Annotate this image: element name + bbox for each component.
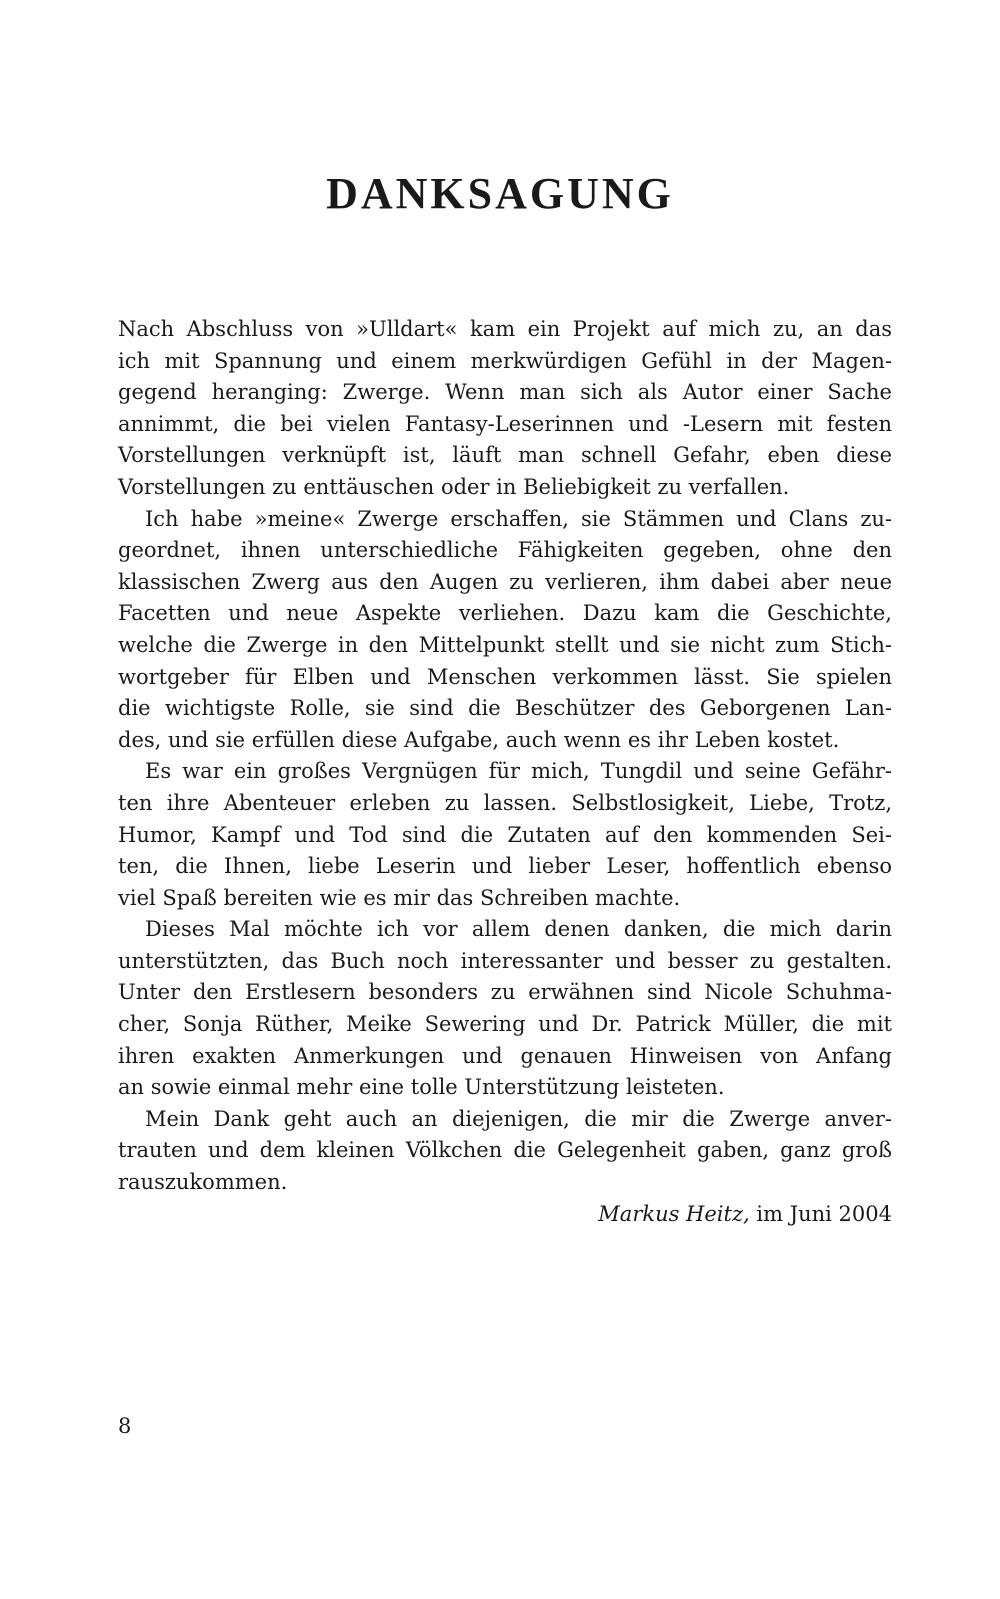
text-line: Mein Dank geht auch an diejenigen, die mir die Zwerge anver- — [145, 1106, 892, 1131]
text-line: Vorstellungen verknüpft ist, läuft man schnell Gefahr, eben diese — [118, 443, 892, 468]
text-line: ten ihre Abenteuer erleben zu lassen. Selbstlosigkeit, Liebe, Trotz, — [118, 790, 892, 815]
text-line: Nach Abschluss von »Ulldart« kam ein Projekt auf mich zu, an das — [118, 317, 892, 341]
text-line: trauten und dem kleinen Völkchen die Gelegenheit gaben, ganz groß — [118, 1138, 892, 1163]
text-line: wortgeber für Elben und Menschen verkommen lässt. Sie spielen — [118, 664, 892, 689]
text-line: rauszukommen. — [118, 1170, 288, 1195]
text-line: ich mit Spannung und einem merkwürdigen Gefühl in der Magen- — [118, 348, 892, 373]
text-line: an sowie einmal mehr eine tolle Unterstützung leisteten. — [118, 1075, 725, 1100]
text-line: welche die Zwerge in den Mittelpunkt stellt und sie nicht zum Stich- — [118, 632, 892, 657]
text-line: des, und sie erfüllen diese Aufgabe, auch wenn es ihr Leben kostet. — [118, 727, 840, 752]
text-line: Facetten und neue Aspekte verliehen. Dazu kam die Geschichte, — [118, 601, 892, 626]
text-line: cher, Sonja Rüther, Meike Sewering und Dr. Patrick Müller, die mit — [118, 1012, 892, 1037]
text-line: Vorstellungen zu enttäuschen oder in Beliebigkeit zu verfallen. — [118, 474, 790, 499]
text-line: gegend heranging: Zwerge. Wenn man sich als Autor einer Sache — [118, 380, 892, 405]
text-line: klassischen Zwerg aus den Augen zu verlieren, ihm dabei aber neue — [118, 569, 892, 594]
text-line: geordnet, ihnen unterschiedliche Fähigkeiten gegeben, ohne den — [118, 538, 892, 563]
text-line: ten, die Ihnen, liebe Leserin und lieber Leser, hoffentlich ebenso — [118, 854, 892, 879]
text-line: annimmt, die bei vielen Fantasy-Leserinnen und -Lesern mit festen — [118, 411, 892, 436]
page-title: DANKSAGUNG — [326, 169, 674, 218]
text-line: unterstützten, das Buch noch interessanter und besser zu gestalten. — [118, 948, 892, 973]
acknowledgement-text — [118, 314, 892, 1230]
text-line: Dieses Mal möchte ich vor allem denen danken, die mich darin — [145, 917, 892, 942]
text-line: ihren exakten Anmerkungen und genauen Hinweisen von Anfang — [118, 1043, 892, 1068]
signature-date: im Juni 2004 — [756, 1201, 892, 1226]
text-line: viel Spaß bereiten wie es mir das Schreiben machte. — [118, 885, 681, 910]
text-line: die wichtigste Rolle, sie sind die Beschützer des Geborgenen Lan- — [118, 696, 892, 721]
author-name: Markus Heitz, — [598, 1201, 750, 1226]
text-line: Humor, Kampf und Tod sind die Zutaten auf den kommenden Sei- — [118, 822, 892, 847]
text-line: Ich habe »meine« Zwerge erschaffen, sie Stämmen und Clans zu- — [145, 506, 892, 531]
text-line: Unter den Erstlesern besonders zu erwähnen sind Nicole Schuhma- — [118, 980, 892, 1005]
signature — [118, 1199, 892, 1231]
text-line: Es war ein großes Vergnügen für mich, Tungdil und seine Gefähr- — [145, 759, 892, 784]
page-number: 8 — [118, 1414, 132, 1438]
